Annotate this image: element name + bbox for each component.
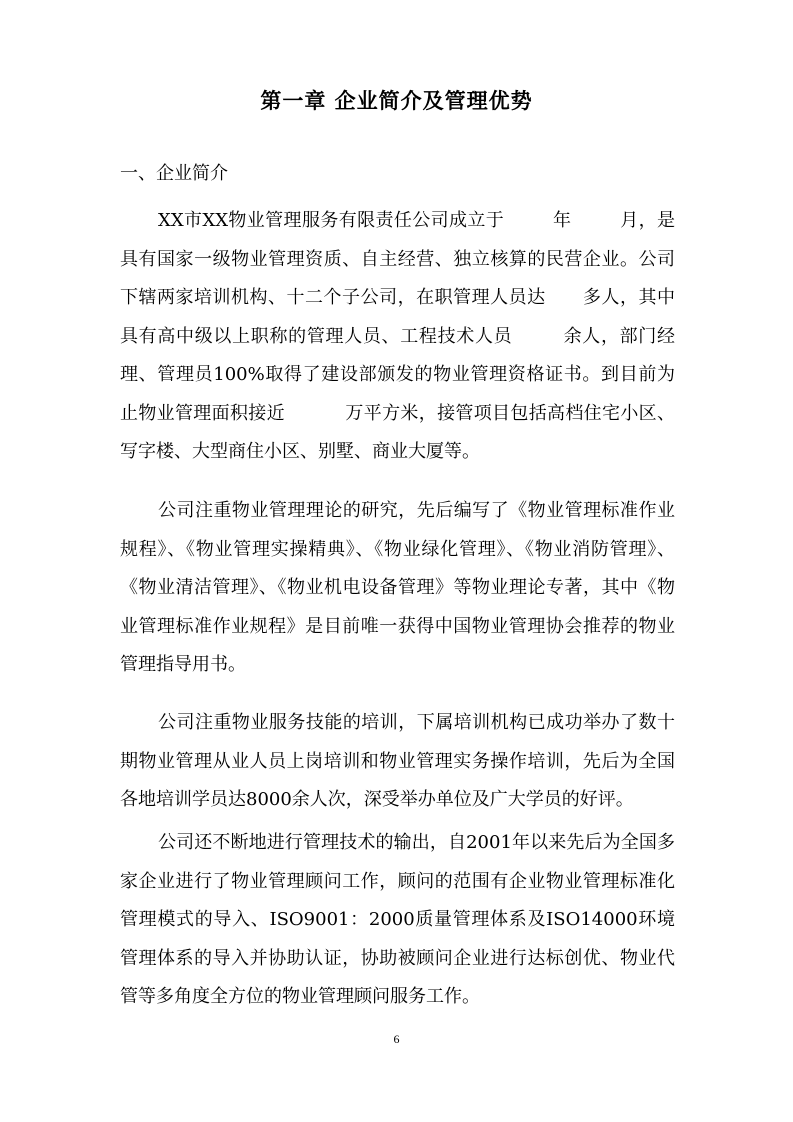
page-number: 6 [393, 1032, 400, 1046]
paragraph-skills-training: 公司注重物业服务技能的培训，下属培训机构已成功举办了数十期物业管理从业人员上岗培训和物业管理实务操作培训，先后为全国各地培训学员达8000余人次，深受举办单位及广大学员的好评。 [120, 712, 675, 810]
paragraph-company-overview: XX市XX物业管理服务有限责任公司成立于 年 月，是具有国家一级物业管理资质、自主经营、独立核算的民营企业。公司下辖两家培训机构、十二个子公司，在职管理人员达 多人，其中具有高中级以上职称的管理人员、工程技术人员 余人，部门经理、管理员100%取得了建设部颁发的物业管理资格证书。到目前为止物业管理面积接近 万平方米，接管项目包括高档住宅小区、写字楼、大型商住小区、别墅、商业大厦等。 [120, 210, 675, 462]
paragraph-consulting-services: 公司还不断地进行管理技术的输出，自2001年以来先后为全国多家企业进行了物业管理顾问工作，顾问的范围有企业物业管理标准化管理模式的导入、ISO9001：2000质量管理体系及ISO14000环境管理体系的导入并协助认证，协助被顾问企业进行达标创优、物业代管等多角度全方位的物业管理顾问服务工作。 [120, 832, 675, 1007]
paragraph-theory-research: 公司注重物业管理理论的研究，先后编写了《物业管理标准作业规程》、《物业管理实操精典》、《物业绿化管理》、《物业消防管理》、《物业清洁管理》、《物业机电设备管理》等物业理论专著，其中《物业管理标准作业规程》是目前唯一获得中国物业管理协会推荐的物业管理指导用书。 [120, 500, 675, 675]
chapter-title: 第一章 企业简介及管理优势 [260, 89, 533, 113]
section-heading: 一、企业简介 [120, 163, 228, 184]
